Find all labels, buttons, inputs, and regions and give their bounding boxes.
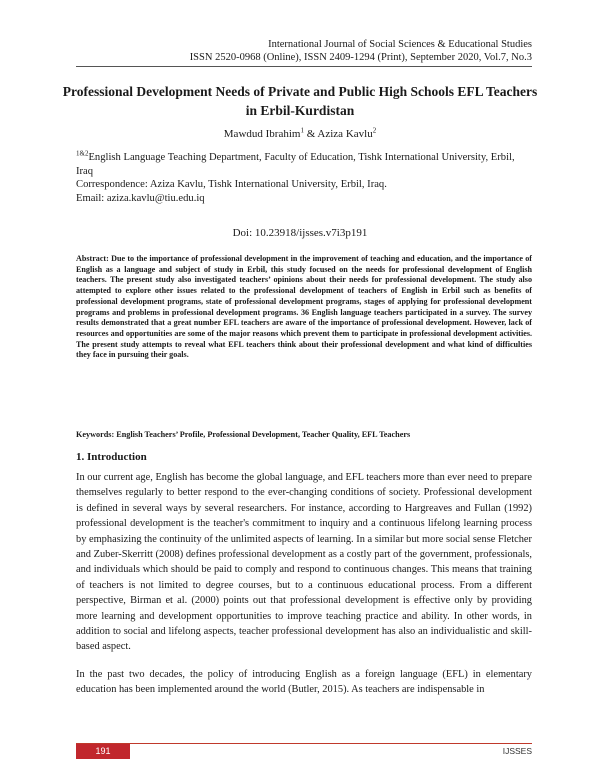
affiliation-sup: 1&2 (76, 149, 89, 158)
author-separator: & (303, 128, 318, 140)
body-paragraph: In our current age, English has become the global language, and EFL teachers more than ever need to prepare themselves regularly to better respond to the ever-changing conditions of society. Professional development is defined in several ways by several researchers. For instance, according to Hargreaves and Fullan (1992) professional development is the teacher's commitment to inquiry and a continuous lifelong learning process by emphasizing the continuity of the unlimited aspects of learning. In a similar but more social sense Fletcher and Zuber-Skerritt (2008) defines professional development as a costly part of the government, professionals, and individuals which should be paid to comply and respond to continuous changes. This means that training of teachers is not limited to degree courses, but to a continuous educational process. From a different perspective, Birman et al. (2000) points out that professional development is effective only by providing more learning and development opportunities to improve teaching practice and ability. In other words, in addition to social and lifelong aspects, teacher professional development has also an individualistic and skill-based aspect. (76, 472, 532, 653)
affiliation-department (76, 151, 532, 178)
author-line (0, 128, 600, 140)
journal-name: International Journal of Social Sciences & Educational Studies (268, 39, 532, 50)
issn-line: ISSN 2520-0968 (Online), ISSN 2409-1294 (Print), September 2020, Vol.7, No.3 (189, 52, 532, 63)
doi-line: Doi: 10.23918/ijsses.v7i3p191 (232, 227, 368, 239)
paper-title: Professional Development Needs of Private and Public High Schools EFL Teachers in Erbil-Kurdistan (62, 84, 538, 118)
affiliation-text: English Language Teaching Department, Faculty of Education, Tishk International University, Erbil, Iraq (76, 152, 515, 177)
footer-journal-abbr: IJSSES (502, 746, 532, 756)
author-sup: 2 (372, 126, 377, 135)
body-paragraph: In the past two decades, the policy of introducing English as a foreign language (EFL) in elementary education has been implemented around the world (Butler, 2015). As teachers are indispensable in (76, 669, 532, 696)
header-rule (76, 66, 532, 67)
keywords: Keywords: English Teachers’ Profile, Professional Development, Teacher Quality, EFL Teachers (76, 430, 411, 439)
author-name: Mawdud Ibrahim (223, 128, 301, 140)
email-line: Email: aziza.kavlu@tiu.edu.iq (76, 192, 205, 204)
abstract: Abstract: Due to the importance of professional development in the improvement of teaching and education, and the importance of English as a language and subject of study in Erbil, this study focused on the needs for professional development of English teachers. The present study also investigated teachers’ opinions about their needs for professional development. The study also attempted to explore other issues related to the professional development of teachers of English in Erbil such as benefits of professional development programs, state of professional development programs, stages of applying for professional development programs and problems in professional development programs. 36 English language teachers participated in a survey. The survey results demonstrated that a great number EFL teachers are aware of the importance of professional development. However, lack of resources and opportunities are some of the major reasons which prevent them to participate in professional development activities. The present study attempts to reveal what EFL teachers think about their professional development and what kind of difficulties they face in pursuing their goals. (76, 254, 532, 360)
page-number: 191 (76, 744, 130, 759)
correspondence-line: Correspondence: Aziza Kavlu, Tishk International University, Erbil, Iraq. (76, 179, 387, 190)
affiliation-block (76, 151, 532, 205)
section-heading: 1. Introduction (76, 451, 147, 463)
author-name: Aziza Kavlu (317, 128, 373, 140)
page-footer (76, 743, 532, 759)
author-sup: 1 (300, 126, 304, 135)
